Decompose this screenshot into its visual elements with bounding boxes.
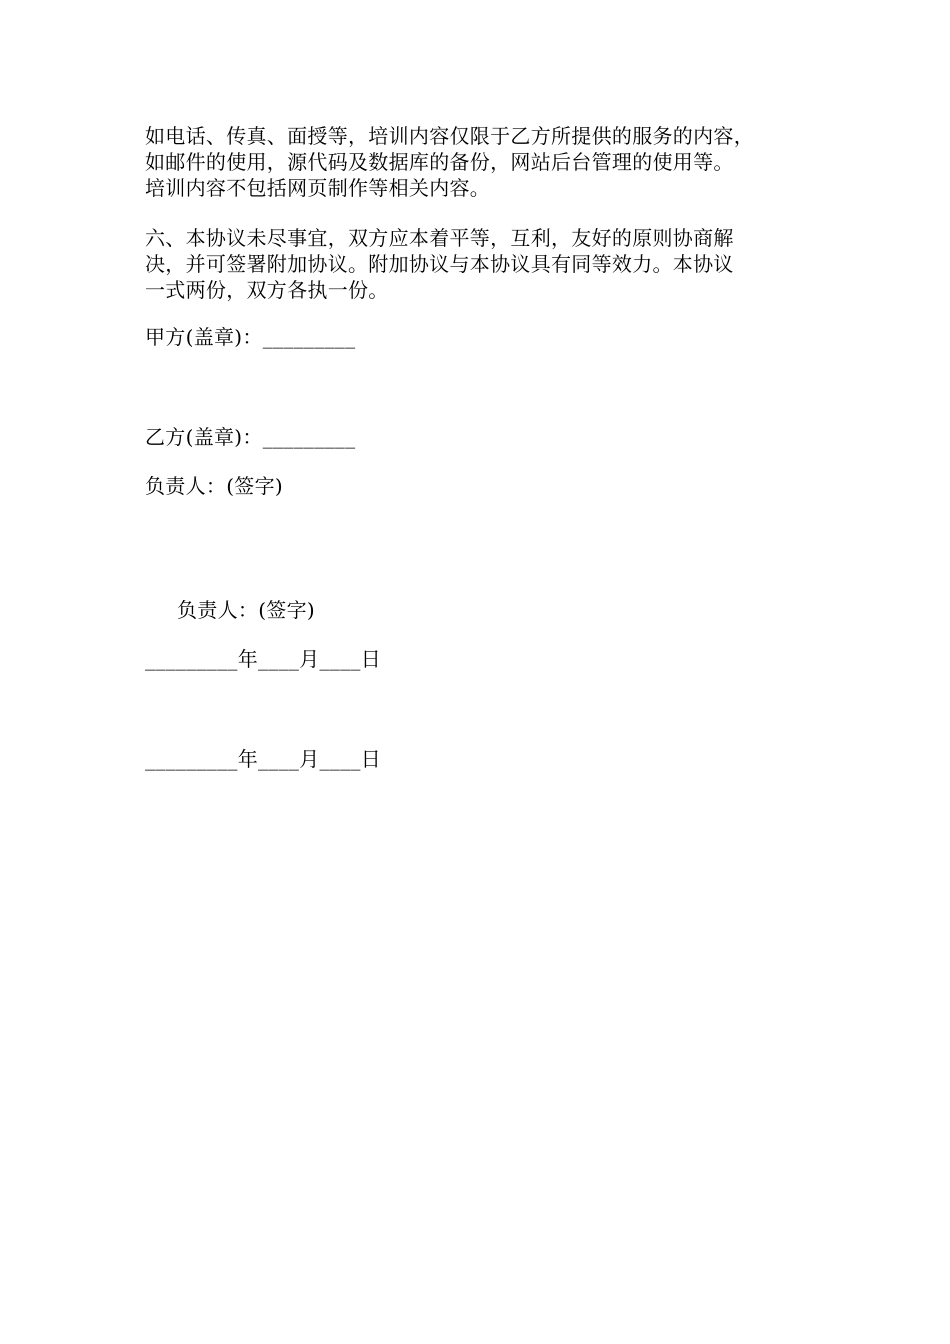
party-b-seal-line: 乙方(盖章)：_________ [145, 425, 356, 449]
paragraph-5-line-3: 培训内容不包括网页制作等相关内容。 [145, 176, 491, 200]
person-in-charge-signature-2: 负责人：(签字) [177, 598, 316, 622]
paragraph-6-line-3: 一式两份，双方各执一份。 [145, 278, 389, 302]
paragraph-5-line-2: 如邮件的使用，源代码及数据库的备份，网站后台管理的使用等。 [145, 150, 734, 174]
paragraph-6-line-1: 六、本协议未尽事宜，双方应本着平等，互利，友好的原则协商解 [145, 226, 734, 250]
party-a-seal-line: 甲方(盖章)：_________ [145, 325, 356, 349]
paragraph-6-line-2: 决，并可签署附加协议。附加协议与本协议具有同等效力。本协议 [145, 252, 734, 276]
date-line-2: _________年____月____日 [145, 747, 381, 771]
date-line-1: _________年____月____日 [145, 647, 381, 671]
paragraph-5-line-1: 如电话、传真、面授等，培训内容仅限于乙方所提供的服务的内容， [145, 124, 754, 148]
person-in-charge-signature-1: 负责人：(签字) [145, 474, 284, 498]
